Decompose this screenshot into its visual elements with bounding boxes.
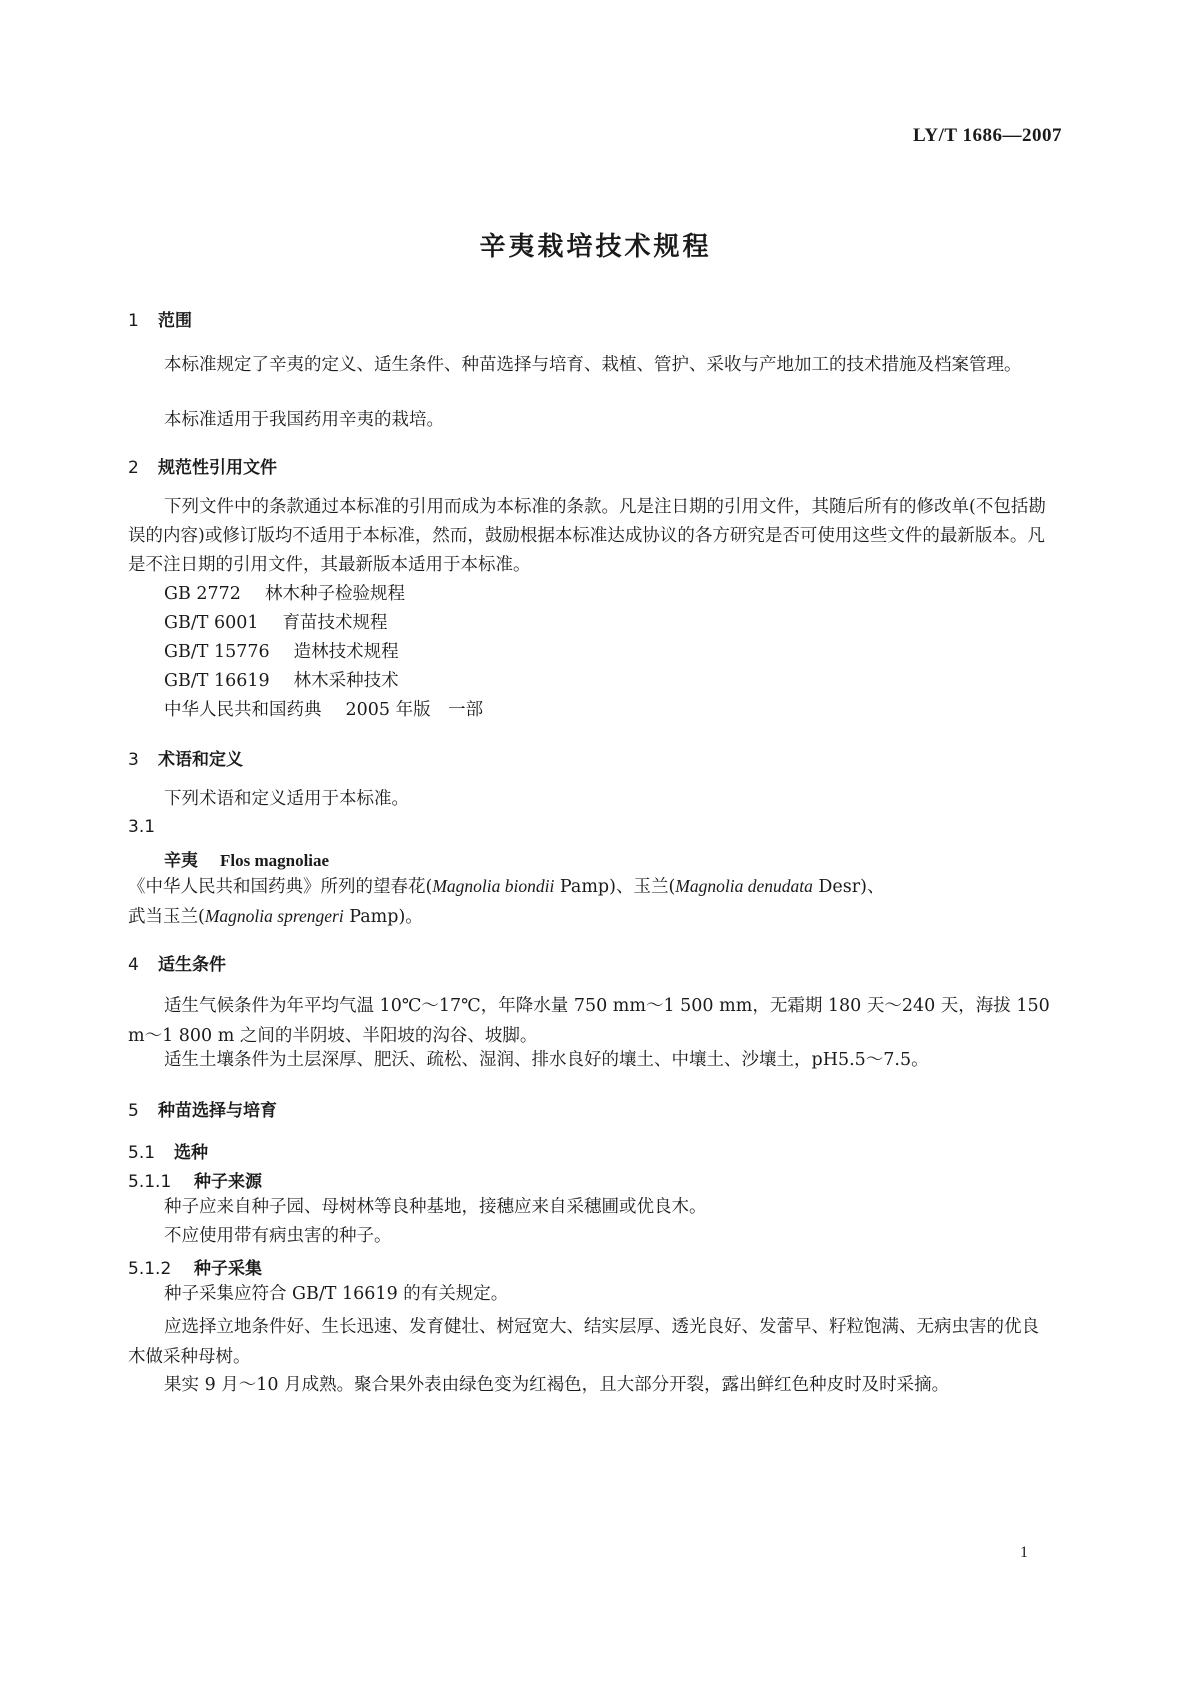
reference-name: 林木采种技术 (293, 671, 399, 691)
term-definition-line-2 (128, 905, 423, 928)
reference-code: GB/T 15776 (164, 642, 270, 662)
clause-5-1-2-paragraph-1: 种子采集应符合 GB/T 16619 的有关规定。 (164, 1284, 509, 1304)
reference-code: GB/T 16619 (164, 671, 270, 691)
clause-number: 5.1.2 (128, 1259, 172, 1279)
section-2-paragraph-1: 下列文件中的条款通过本标准的引用而成为本标准的条款。凡是注日期的引用文件，其随后所有的修改单(不包括勘误的内容)或修订版均不适用于本标准，然而，鼓励根据本标准达成协议的各方研究是否可使用这些文件的最新版本。凡是不注日期的引用文件，其最新版本适用于本标准。 (128, 497, 1046, 575)
section-title: 规范性引用文件 (158, 458, 277, 478)
definition-text: Desr)、 (812, 877, 885, 897)
species-name: Magnolia denudata (675, 876, 813, 896)
section-3-heading (128, 745, 243, 770)
reference-item (164, 583, 405, 605)
reference-code: 中华人民共和国药典 (164, 700, 322, 720)
clause-5-1-1-heading (128, 1167, 262, 1192)
clause-title: 选种 (174, 1143, 208, 1163)
standard-code: LY/T 1686—2007 (912, 125, 1062, 146)
clause-5-1-heading (128, 1138, 208, 1163)
reference-code: GB/T 6001 (164, 613, 259, 633)
section-3-paragraph-1: 下列术语和定义适用于本标准。 (164, 789, 409, 809)
clause-number: 5.1.1 (128, 1172, 172, 1192)
reference-name: 林木种子检验规程 (264, 584, 405, 604)
clause-title: 种子来源 (194, 1172, 262, 1192)
clause-5-1-1-paragraph-1: 种子应来自种子园、母树林等良种基地，接穗应来自采穗圃或优良木。 (164, 1197, 707, 1217)
term-definition-line-1 (128, 875, 884, 898)
clause-3-1-number: 3.1 (128, 817, 156, 837)
section-4-paragraph-1: 适生气候条件为年平均气温 10℃～17℃，年降水量 750 mm～1 500 mm，无霜期 180 天～240 天，海拔 150 m～1 800 m 之间的半阴坡、半阳坡的沟谷、坡脚。 (128, 996, 1050, 1046)
document-title: 辛夷栽培技术规程 (479, 232, 712, 262)
term-entry (164, 846, 329, 871)
reference-name: 育苗技术规程 (282, 613, 388, 633)
definition-text: 武当玉兰( (128, 907, 205, 927)
section-title: 适生条件 (158, 955, 226, 975)
species-name: Magnolia biondii (432, 876, 555, 896)
section-title: 种苗选择与培育 (158, 1101, 277, 1121)
species-name: Magnolia sprengeri (204, 906, 344, 926)
definition-text: Pamp)、玉兰( (554, 877, 676, 897)
reference-item (164, 699, 483, 721)
section-1-paragraph-1: 本标准规定了辛夷的定义、适生条件、种苗选择与培育、栽植、管护、采收与产地加工的技术措施及档案管理。 (164, 355, 1022, 375)
reference-item (164, 670, 399, 692)
clause-5-1-2-paragraph-3: 果实 9 月～10 月成熟。聚合果外表由绿色变为红褐色，且大部分开裂，露出鲜红色种皮时及时采摘。 (164, 1375, 950, 1395)
section-number: 2 (128, 458, 139, 478)
clause-5-1-2-paragraph-2: 应选择立地条件好、生长迅速、发育健壮、树冠宽大、结实层厚、透光良好、发蕾早、籽粒饱满、无病虫害的优良木做采种母树。 (128, 1317, 1039, 1367)
section-number: 4 (128, 955, 139, 975)
definition-text: 《中华人民共和国药典》所列的望春花( (128, 877, 433, 897)
reference-item (164, 612, 388, 634)
page-number: 1 (1020, 1544, 1028, 1561)
section-4-heading (128, 950, 226, 975)
section-5-heading (128, 1096, 277, 1121)
section-number: 1 (128, 311, 139, 331)
reference-item (164, 641, 399, 663)
term-chinese: 辛夷 (164, 851, 198, 871)
section-1-heading (128, 306, 192, 331)
reference-code: GB 2772 (164, 584, 241, 604)
term-english: Flos magnoliae (220, 851, 330, 870)
definition-text: Pamp)。 (343, 907, 423, 927)
clause-5-1-1-paragraph-2: 不应使用带有病虫害的种子。 (164, 1226, 392, 1246)
section-1-paragraph-2: 本标准适用于我国药用辛夷的栽培。 (164, 410, 444, 430)
section-number: 3 (128, 750, 139, 770)
clause-number: 5.1 (128, 1143, 156, 1163)
section-4-paragraph-2: 适生土壤条件为土层深厚、肥沃、疏松、湿润、排水良好的壤土、中壤土、沙壤土，pH5.5～7.5。 (164, 1050, 929, 1070)
reference-name: 2005 年版 一部 (345, 700, 484, 720)
section-number: 5 (128, 1101, 139, 1121)
reference-name: 造林技术规程 (293, 642, 399, 662)
section-title: 范围 (158, 311, 192, 331)
section-2-heading (128, 453, 277, 478)
section-title: 术语和定义 (158, 750, 243, 770)
clause-title: 种子采集 (194, 1259, 262, 1279)
clause-5-1-2-heading (128, 1254, 262, 1279)
